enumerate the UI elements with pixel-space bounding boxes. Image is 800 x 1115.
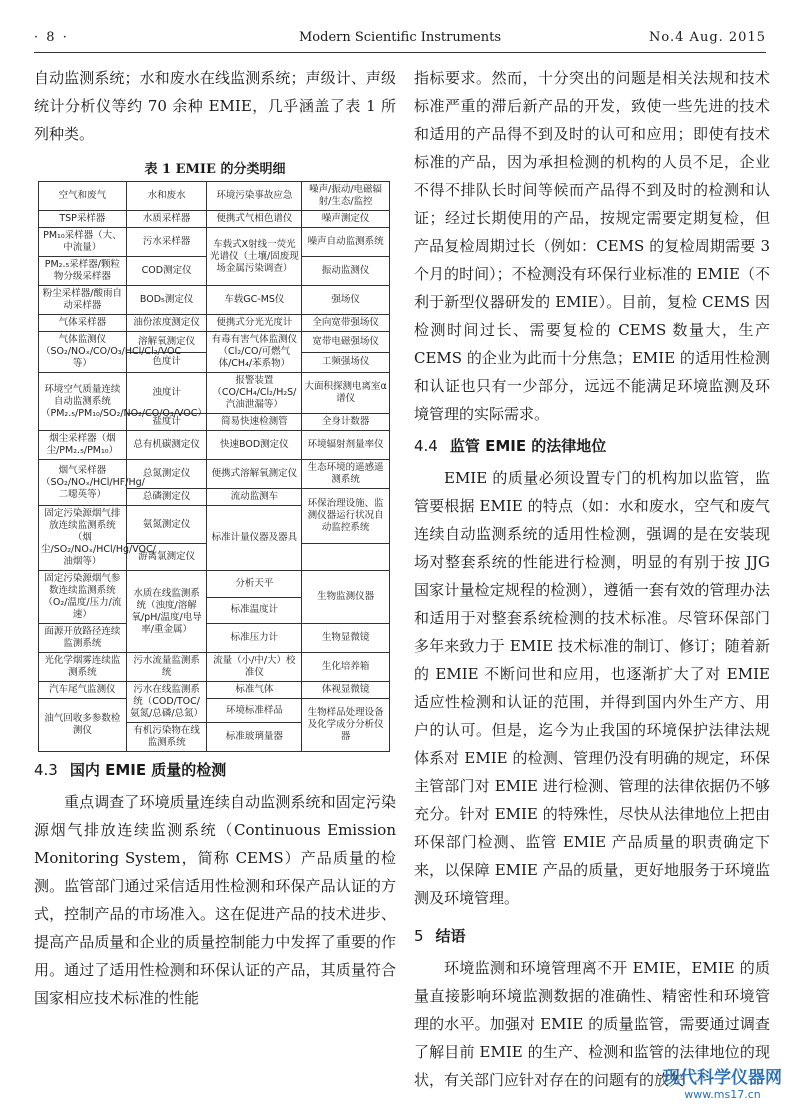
table-cell: 环境辐射剂量率仪: [302, 431, 390, 460]
table-cell: 标准温度计: [207, 597, 302, 624]
table-row: [39, 653, 390, 682]
table-cell: BOD₅测定仪: [126, 286, 207, 315]
section-title: 国内 EMIE 质量的检测: [69, 761, 227, 779]
section-number: 5: [414, 927, 424, 945]
table-cell: 噪声自动监测系统: [302, 228, 390, 257]
table-cell: TSP采样器: [39, 211, 127, 228]
table-row: [39, 699, 390, 723]
table-cell: 面源开放路径连续监测系统: [39, 624, 127, 653]
table-cell: 工频强场仪: [302, 352, 390, 373]
table-cell: 生化培养箱: [302, 653, 390, 682]
watermark-url: www.ms17.cn: [684, 1088, 761, 1101]
table-header-cell: 水和废水: [126, 182, 207, 211]
table-cell: 标准计量仪器及器具: [207, 506, 302, 571]
table-cell: 宽带电磁强场仪: [302, 332, 390, 353]
table-cell: 有毒有害气体监测仪（Cl₂/CO/可燃气体/CH₄/苯系物）: [207, 332, 302, 373]
watermark: [663, 1063, 782, 1101]
table-cell: 标准气体: [207, 682, 302, 699]
table-cell: 生物样品处理设备及化学成分分析仪器: [302, 699, 390, 752]
running-header: [34, 30, 766, 50]
table-cell: 便携式气相色谱仪: [207, 211, 302, 228]
table-caption: 表 1 EMIE 的分类明细: [144, 162, 286, 177]
table-cell: 体视显微镜: [302, 682, 390, 699]
table-cell: [302, 544, 390, 571]
table-header-cell: 噪声/振动/电磁辐射/生态/监控: [302, 182, 390, 211]
table-cell: 油份浓度测定仪: [126, 315, 207, 332]
table-cell: 油气回收多参数检测仪: [39, 699, 127, 752]
table-cell: PM₂.₅采样器/颗粒物分级采样器: [39, 257, 127, 286]
table-cell: 快速BOD测定仪: [207, 431, 302, 460]
table-cell: 固定污染源烟气排放连续监测系统（烟尘/SO₂/NOₓ/HCl/Hg/VOC/油烟等）: [39, 506, 127, 571]
table-cell: 标准压力计: [207, 624, 302, 653]
journal-name: Modern Scientific Instruments: [298, 30, 502, 45]
table-row: [39, 332, 390, 353]
table-cell: 游离氯测定仪: [126, 544, 207, 571]
table-row: [39, 460, 390, 489]
table-cell: 便携式溶解氧测定仪: [207, 460, 302, 489]
section-title: 监管 EMIE 的法律地位: [449, 437, 607, 455]
table-cell: 总有机碳测定仪: [126, 431, 207, 460]
table-row: [39, 286, 390, 315]
table-cell: 噪声测定仪: [302, 211, 390, 228]
table-cell: 强场仪: [302, 286, 390, 315]
section-5-paragraph: 环境监测和环境管理离不开 EMIE，EMIE 的质量直接影响环境监测数据的准确性、精密性和环境管理的水平。加强对 EMIE 的质量监管，需要通过调查了解目前 EMIE 的生产、检测和监管的法律地位的现状，有关部门应针对存在的问题有的放矢: [414, 959, 770, 1089]
table-cell: 全向宽带强场仪: [302, 315, 390, 332]
table-cell: 水质采样器: [126, 211, 207, 228]
table-cell: 光化学烟雾连续监测系统: [39, 653, 127, 682]
table-cell: 分析天平: [207, 571, 302, 598]
table-row: [39, 682, 390, 699]
table-cell: 便携式分光光度计: [207, 315, 302, 332]
table-cell: 氨氮测定仪: [126, 506, 207, 544]
watermark-name: 现代科学仪器网: [663, 1068, 782, 1088]
table-cell: 环境标准样品: [207, 699, 302, 723]
table-cell: 浊度计: [126, 373, 207, 414]
section-4-3-paragraph: 重点调查了环境质量连续自动监测系统和固定污染源烟气排放连续监测系统（Continuous Emission Monitoring System，简称 CEMS）产品质量的检测。监管部门通过采信适用性检测和环保产品认证的方式，控制产品的市场准入。这在促进产品的技术进步、提高产品质量和企业的质量控制能力中发挥了重要的作用。通过了适用性检测和环保认证的产品，其质量符合国家相应技术标准的性能: [34, 793, 396, 1007]
table-cell: 环保治理设施、监测仪器运行状况自动监控系统: [302, 489, 390, 544]
table-cell: 总氮测定仪: [126, 460, 207, 489]
table-cell: 气体监测仪（SO₂/NOₓ/CO/O₃/HCl/Cl₂/VOC等）: [39, 332, 127, 373]
table-cell: 气体采样器: [39, 315, 127, 332]
table-cell: 污水在线监测系统（COD/TOC/氨氮/总磷/总氮）: [126, 682, 207, 723]
section-number: 4.4: [414, 437, 438, 455]
table-header-cell: 环境污染事故应急: [207, 182, 302, 211]
table-cell: 汽车尾气监测仪: [39, 682, 127, 699]
table-cell: 粉尘采样器/酸雨自动采样器: [39, 286, 127, 315]
section-5-heading: [414, 924, 770, 948]
right-column: [414, 64, 770, 1094]
table-cell: 盐度计: [126, 414, 207, 431]
table-cell: 污水流量监测系统: [126, 653, 207, 682]
section-title: 结语: [435, 927, 466, 945]
table-cell: 环境空气质量连续自动监测系统（PM₂.₅/PM₁₀/SO₂/NO₂/CO/O₃/VOC）: [39, 373, 127, 431]
table-header-cell: 空气和废气: [39, 182, 127, 211]
table-header-row: [39, 182, 390, 211]
table-cell: 生物显微镜: [302, 624, 390, 653]
section-number: 4.3: [34, 761, 58, 779]
table-cell: 污水采样器: [126, 228, 207, 257]
table-cell: 大面积探测电离室α谱仪: [302, 373, 390, 414]
table-cell: 振动监测仪: [302, 257, 390, 286]
table-cell: 生态环境的遥感遥测系统: [302, 460, 390, 489]
table-cell: 流量（小/中/大）校准仪: [207, 653, 302, 682]
table-cell: 溶解氧测定仪: [126, 332, 207, 353]
classification-table: [38, 181, 390, 752]
intro-paragraph: 自动监测系统；水和废水在线监测系统；声级计、声级统计分析仪等约 70 余种 EMIE，几乎涵盖了表 1 所列种类。: [34, 69, 396, 143]
table-cell: 固定污染源烟气参数连续监测系统（O₂/温度/压力/流速）: [39, 571, 127, 624]
table-cell: 总磷测定仪: [126, 489, 207, 506]
section-4-3-heading: [34, 758, 396, 782]
table-cell: 色度计: [126, 352, 207, 373]
table-cell: 流动监测车: [207, 489, 302, 506]
table-cell: 水质在线监测系统（浊度/溶解氧/pH/温度/电导率/重金属）: [126, 571, 207, 653]
header-rule: [34, 52, 766, 53]
table-cell: 烟气采样器（SO₂/NOₓ/HCl/HF/Hg/二噁英等）: [39, 460, 127, 506]
table-cell: 有机污染物在线监测系统: [126, 723, 207, 752]
table-cell: 全身计数器: [302, 414, 390, 431]
table-row: [39, 431, 390, 460]
table-row: [39, 211, 390, 228]
table-row: [39, 315, 390, 332]
table-cell: 车载式X射线一荧光光谱仪（土壤/固废现场金属污染调查）: [207, 228, 302, 286]
table-cell: COD测定仪: [126, 257, 207, 286]
table-row: [39, 571, 390, 598]
section-4-4-paragraph: EMIE 的质量必须设置专门的机构加以监管，监管要根据 EMIE 的特点（如：水和废水，空气和废气连续自动监测系统的适用性检测，强调的是在安装现场对整套系统的性能进行检测，明显的有别于按 JJG 国家计量检定规程的检测），遵循一套有效的管理办法和适用于对整套系统检测的技术标准。尽管环保部门多年来致力于 EMIE 技术标准的制订、修订；随着新的 EMIE 不断问世和应用，也逐渐扩大了对 EMIE 适应性检测和认证的范围，并得到国内外生产方、用户的认可。但是，迄今为止我国的环境保护法律法规体系对 EMIE 的检测、管理仍没有明确的规定，环保主管部门对 EMIE 进行检测、管理的法律依据仍不够充分。针对 EMIE 的特殊性，尽快从法律地位上把由环保部门检测、监管 EMIE 产品质量的职责确定下来，以保障 EMIE 产品的质量，更好地服务于环境监测及环境管理。: [414, 469, 770, 907]
table-cell: PM₁₀采样器（大、中流量）: [39, 228, 127, 257]
table-cell: 简易快速检测管: [207, 414, 302, 431]
table-row: [39, 373, 390, 414]
section-4-4-heading: [414, 434, 770, 458]
table-cell: 标准玻璃量器: [207, 723, 302, 752]
table-cell: 报警装置（CO/CH₄/Cl₂/H₂S/汽油泄漏等）: [207, 373, 302, 414]
table-cell: 烟尘采样器（烟尘/PM₂.₅/PM₁₀）: [39, 431, 127, 460]
page-number: · 8 ·: [34, 30, 69, 45]
table-row: [39, 228, 390, 257]
left-column: [34, 64, 396, 1012]
table-cell: 车载GC-MS仪: [207, 286, 302, 315]
table-row: [39, 624, 390, 653]
table-cell: 生物监测仪器: [302, 571, 390, 624]
issue-info: No.4 Aug. 2015: [649, 30, 766, 45]
continued-paragraph: 指标要求。然而，十分突出的问题是相关法规和技术标准严重的滞后新产品的开发，致使一些先进的技术和适用的产品得不到及时的认可和应用；即使有技术标准的产品，因为承担检测的机构的人员不足，企业不得不排队长时间等候而产品得不到及时的检测和认证；经过长期使用的产品，按规定需要定期复检，但产品复检周期过长（例如：CEMS 的复检周期需要 3 个月的时间）；不检测没有环保行业标准的 EMIE（不利于新型仪器研发的 EMIE）。目前，复检 CEMS 因检测时间过长、需要复检的 CEMS 数量大，生产 CEMS 的企业为此而十分焦急；EMIE 的适用性检测和认证也只有一少部分，远远不能满足环境监测及环境管理的实际需求。: [414, 69, 770, 423]
